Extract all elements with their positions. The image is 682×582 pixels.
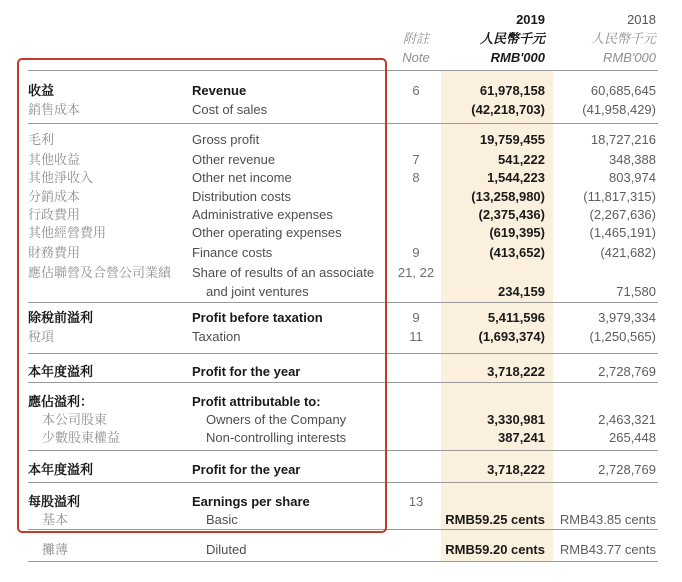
note-label-cn: 附註 [402,31,429,46]
note-value: 11 [409,329,423,344]
value-2019: 1,544,223 [487,170,545,185]
label-cn: 銷售成本 [28,102,81,117]
label-en: Other operating expenses [192,225,342,240]
label-en: Share of results of an associate [192,265,375,280]
currency-2018-cn: 人民幣千元 [590,31,656,46]
label-cn: 收益 [28,83,55,98]
label-en: Revenue [192,83,247,98]
table-row [0,540,660,560]
label-cn: 其他收益 [28,152,81,167]
header-row-currency [0,29,660,49]
label-cn: 本年度溢利 [28,462,94,477]
note-value: 13 [408,494,424,509]
label-en: Profit attributable to: [192,394,321,409]
label-en: Finance costs [192,245,273,260]
label-cn: 除稅前溢利 [28,310,94,325]
value-2019: RMB59.25 cents [445,512,545,527]
value-2019: (2,375,436) [478,207,545,222]
label-cn: 基本 [42,512,69,527]
label-cn: 毛利 [28,132,55,147]
value-2019: 3,718,222 [487,462,545,477]
label-en: Taxation [192,329,241,344]
value-2018: 60,685,645 [590,83,656,98]
year-2019-label: 2019 [516,12,545,27]
value-2018: 803,974 [609,170,656,185]
label-cn: 分銷成本 [28,189,81,204]
label-cn: 其他淨收入 [28,170,94,185]
value-2019: 234,159 [498,284,545,299]
divider-rule [28,561,658,562]
label-cn: 其他經營費用 [28,225,107,240]
value-2019: RMB59.20 cents [445,542,545,557]
label-en: Owners of the Company [206,412,347,427]
label-en: Other net income [192,170,292,185]
label-en: Diluted [206,542,247,557]
label-cn: 攤薄 [42,542,69,557]
value-2019: (1,693,374) [478,329,545,344]
label-en: Distribution costs [192,189,291,204]
label-cn: 應佔聯營及合營公司業績 [28,265,172,280]
note-label-en: Note [402,50,430,65]
note-value: 21, 22 [397,265,435,280]
value-2018: 18,727,216 [590,132,656,147]
value-2019: (413,652) [489,245,545,260]
value-2018: (1,250,565) [589,329,656,344]
year-2018-label: 2018 [627,12,656,27]
value-2018: (1,465,191) [589,225,656,240]
value-2018: (2,267,636) [589,207,656,222]
currency-2019-cn: 人民幣千元 [479,31,545,46]
label-cn: 本年度溢利 [28,364,94,379]
value-2019: 61,978,158 [479,83,545,98]
value-2019: (13,258,980) [471,189,545,204]
label-en: Profit before taxation [192,310,323,325]
label-en: Gross profit [192,132,260,147]
red-annotation-box [17,58,387,533]
value-2019: 5,411,596 [487,310,545,325]
value-2018: RMB43.85 cents [559,512,656,527]
value-2018: RMB43.77 cents [559,542,656,557]
value-2018: (41,958,429) [582,102,656,117]
label-en: Profit for the year [192,462,301,477]
note-value: 6 [412,83,420,98]
value-2019: 19,759,455 [479,132,545,147]
value-2018: (421,682) [600,245,656,260]
value-2018: 348,388 [609,152,656,167]
label-cn: 每股溢利 [28,494,81,509]
note-value: 7 [412,152,420,167]
label-cn: 行政費用 [28,207,81,222]
unit-2019: RMB'000 [490,50,545,65]
value-2018: 2,728,769 [598,462,656,477]
label-en: Earnings per share [192,494,310,509]
value-2018: 265,448 [609,430,656,445]
value-2018: 3,979,334 [598,310,656,325]
note-value: 9 [412,310,420,325]
label-cn: 本公司股東 [42,412,108,427]
label-en: Administrative expenses [192,207,333,222]
label-en: Cost of sales [192,102,268,117]
label-cn: 財務費用 [28,245,81,260]
label-en: Non-controlling interests [206,430,347,445]
value-2019: 541,222 [498,152,545,167]
unit-2018: RMB'000 [602,50,656,65]
note-value: 9 [412,245,420,260]
value-2019: (619,395) [489,225,545,240]
value-2018: 2,463,321 [598,412,656,427]
label-en: and joint ventures [206,284,309,299]
value-2018: 71,580 [616,284,656,299]
header-row-year [0,10,660,30]
label-cn: 少數股東權益 [42,430,121,445]
value-2019: 387,241 [498,430,545,445]
value-2018: 2,728,769 [598,364,656,379]
value-2019: 3,330,981 [487,412,545,427]
label-en: Profit for the year [192,364,301,379]
label-en: Other revenue [192,152,276,167]
value-2019: (42,218,703) [471,102,545,117]
label-en: Basic [206,512,238,527]
value-2019: 3,718,222 [487,364,545,379]
note-value: 8 [412,170,420,185]
value-2018: (11,817,315) [583,189,656,204]
label-cn: 應佔溢利： [28,394,94,409]
label-cn: 稅項 [28,329,55,344]
